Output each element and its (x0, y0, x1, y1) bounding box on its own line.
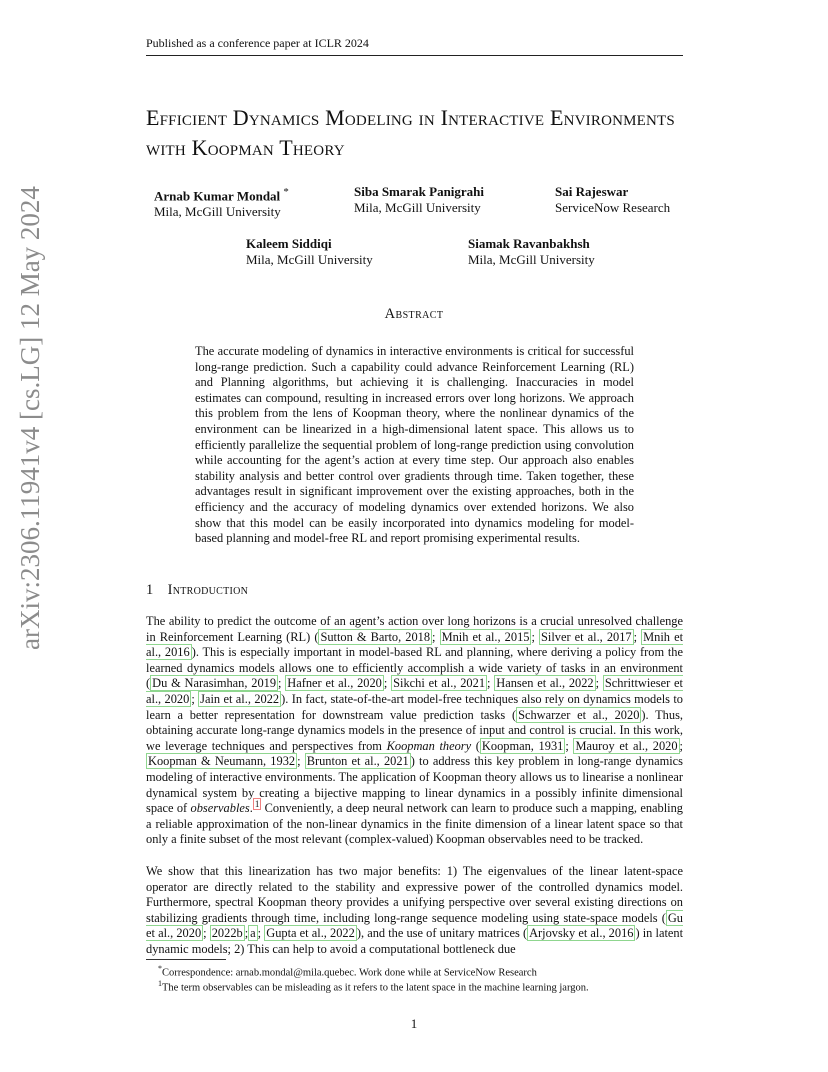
citation-link[interactable]: Koopman, 1931 (481, 738, 564, 753)
text-run: ), and the use of unitary matrices ( (356, 926, 528, 941)
section-number: 1 (146, 582, 154, 598)
text-run: ) in latent dynamic models; 2) This can help to avoid a computational bottleneck due (146, 926, 684, 956)
intro-paragraph-1: The ability to predict the outcome of an agent’s action over long horizons is a crucial unresolved challenge in Reinforcement Learning (RL) ( Sutton & Barto, 2018 ; Mnih et al., 2015 ; Silver et al., 2017 ; Mnih et al., 2016 ). This is especially important in model-based RL and planning, where deriving a policy from the learned dynamics models allows one to efficiently accomplish a wide variety of tasks in an environment ( Du & Narasimhan, 2019 ; Hafner et al., 2020 ; Sikchi et al., 2021 ; Hansen et al., 2022 ; Schrittwieser et al., 2020 ; Jain et al., 2022 ). In fact, state-of-the-art model-free techniques also rely on dynamics models to learn a better representation for downstream value prediction tasks ( Schwarzer et al., 2020 ). Thus, obtaining accurate long-range dynamics models in the presence of input and control is crucial. In this work, we leverage techniques and perspectives from Koopman theory ( Koopman, 1931 ; Mauroy et al., 2020 ; Koopman & Neumann, 1932 ; Brunton et al., 2021 ) to address this key problem in long-range dynamics modeling of interactive environments. The application of Koopman theory allows us to linearise a nonlinear dynamical system by creating a bijective mapping to linear dynamics in a possibly infinite dimensional space of observables. $^1$ Conveniently, a deep neural network can learn to produce such a mapping, enabling a reliable approximation of the non-linear dynamics in the finite dimension of a linear latent space so that only a finite subset of the most relevant (complex-valued) Koopman observables need to be tracked. (146, 614, 684, 847)
text-run: ) to address this key problem in long-range dynamics modeling of interactive environments. The application of Koopman theory allows us to linearise a nonlinear dynamical system by creating a bijective mapping to linear dynamics in a possibly infinite dimensional space of (146, 754, 683, 816)
author-block (154, 184, 289, 220)
footnote-divider (146, 959, 226, 960)
author-block (354, 184, 484, 216)
author-block (555, 184, 670, 216)
citation-link[interactable]: Arjovsky et al., 2016 (529, 926, 634, 941)
footnote-mark: * (158, 964, 162, 973)
author-affiliation: Mila, McGill University (354, 200, 481, 215)
arxiv-identifier: arXiv:2306.11941v4 [cs.LG] 12 May 2024 (15, 186, 45, 650)
citation-link[interactable]: Jain et al., 2022 (200, 691, 280, 706)
footnote-text: The term observables can be misleading as it refers to the latent space in the machine learning jargon. (162, 982, 589, 994)
citation-link[interactable]: a (250, 926, 256, 941)
citation-link[interactable]: Du & Narasimhan, 2019 (152, 676, 277, 691)
author-name: Siba Smarak Panigrahi (354, 184, 485, 199)
citation-link[interactable]: Sikchi et al., 2021 (393, 676, 486, 691)
text-run: Conveniently, a deep neural network can learn to produce such a mapping, enabling a reliable approximation of the non-linear dynamics in the finite dimension of a linear latent space so that only a finite subset of the most relevant (complex-valued) Koopman observables need to be tracked. (146, 801, 683, 847)
citation-link[interactable]: Gu et al., 2020 (146, 910, 683, 941)
citation-link[interactable]: Brunton et al., 2021 (306, 754, 409, 769)
running-header: Published as a conference paper at ICLR 2024 (146, 36, 683, 56)
citation-link[interactable]: Sutton & Barto, 2018 (320, 629, 431, 644)
section-heading (146, 582, 248, 599)
author-affiliation: Mila, McGill University (468, 252, 595, 267)
footnote-text: Correspondence: arnab.mondal@mila.quebec. Work done while at ServiceNow Research (162, 967, 537, 979)
citation-link[interactable]: Hafner et al., 2020 (287, 676, 382, 691)
text-run: We show that this linearization has two major benefits: 1) The eigenvalues of the linear latent-space operator are directly related to the stability and expressive power of the controlled dynamics model. Furthermore, spectral Koopman theory provides a unifying perspective over several existing directions on stabilizing gradients through time, including long-range sequence modeling using state-space models ( (146, 864, 683, 925)
citation-link[interactable]: Hansen et al., 2022 (496, 676, 594, 691)
author-block (468, 236, 595, 268)
citation-link[interactable]: 2022b (211, 926, 243, 941)
intro-paragraph-2: We show that this linearization has two major benefits: 1) The eigenvalues of the linear latent-space operator are directly related to the stability and expressive power of the controlled dynamics model. Furthermore, spectral Koopman theory provides a unifying perspective over several existing directions on stabilizing gradients through time, including long-range sequence modeling using state-space models ( Gu et al., 2020 ; 2022b ; a ; Gupta et al., 2022 ), and the use of unitary matrices ( Arjovsky et al., 2016 ) in latent dynamic models; 2) This can help to avoid a computational bottleneck due (146, 864, 684, 956)
author-affiliation: Mila, McGill University (154, 204, 281, 220)
footnote-mark: 1 (158, 979, 162, 988)
author-name: Siamak Ravanbakhsh (468, 236, 590, 251)
author-affiliation: Mila, McGill University (246, 252, 373, 267)
citation-link[interactable]: Mnih et al., 2015 (441, 629, 530, 644)
footnote-link[interactable]: 1 (254, 799, 260, 809)
text-run: ). Thus, obtaining accurate long-range dynamics models in the presence of input and control is crucial. In this work, we leverage techniques and perspectives from (146, 707, 683, 753)
section-title: Introduction (167, 582, 249, 598)
emphasis: observables (190, 801, 250, 816)
text-run: ( (471, 738, 480, 753)
author-mark: * (283, 186, 289, 198)
citation-link[interactable]: Schrittwieser et al., 2020 (146, 676, 683, 706)
citation-link[interactable]: Mnih et al., 2016 (146, 629, 684, 660)
paper-title: Efficient Dynamics Modeling in Interactive Environments with Koopman Theory (146, 105, 675, 160)
citation-link[interactable]: Mauroy et al., 2020 (575, 738, 678, 753)
author-name: Arnab Kumar Mondal (154, 188, 281, 204)
citation-link[interactable]: Silver et al., 2017 (540, 629, 632, 644)
citation-link[interactable]: Schwarzer et al., 2020 (518, 707, 640, 722)
citation-link[interactable]: Gupta et al., 2022 (266, 926, 355, 941)
emphasis: Koopman theory (386, 738, 472, 753)
page-number: 1 (410, 1016, 418, 1031)
abstract-heading: Abstract (384, 306, 444, 322)
author-name: Sai Rajeswar (555, 184, 629, 199)
author-name: Kaleem Siddiqi (246, 236, 332, 251)
text-run: ). In fact, state-of-the-art model-free techniques also rely on dynamics models to learn a better representation for downstream value prediction tasks ( (146, 691, 683, 722)
text-run: The ability to predict the outcome of an agent’s action over long horizons is a crucial unresolved challenge in Reinforcement Learning (RL) ( (146, 614, 683, 644)
text-run: ). This is especially important in model-based RL and planning, where deriving a policy from the learned dynamics models allows one to efficiently accomplish a wide variety of tasks in an environment ( (146, 645, 683, 691)
citation-link[interactable]: Koopman & Neumann, 1932 (148, 754, 296, 769)
footnote (158, 977, 589, 996)
abstract-text: The accurate modeling of dynamics in interactive environments is critical for successful long-range prediction. Such a capability could advance Reinforcement Learning (RL) and Planning algorithms, but achieving it is challenging. Inaccuracies in model estimates can compound, resulting in increased errors over long horizons. We approach this problem from the lens of Koopman theory, where the nonlinear dynamics of the environment can be linearized in a high-dimensional latent space. This allows us to efficiently parallelize the sequential problem of long-range prediction using convolution while accounting for the agent’s action at every time step. Our approach also enables stability analysis and better control over gradients through time. Taken together, these advantages result in significant improvement over the existing approaches, both in the efficiency and the accuracy of modeling dynamics over extended horizons. We also show that this model can be easily incorporated into dynamics modeling for model-based planning and model-free RL and report promising experimental results. (195, 344, 634, 546)
author-block (246, 236, 373, 268)
author-affiliation: ServiceNow Research (555, 200, 671, 215)
